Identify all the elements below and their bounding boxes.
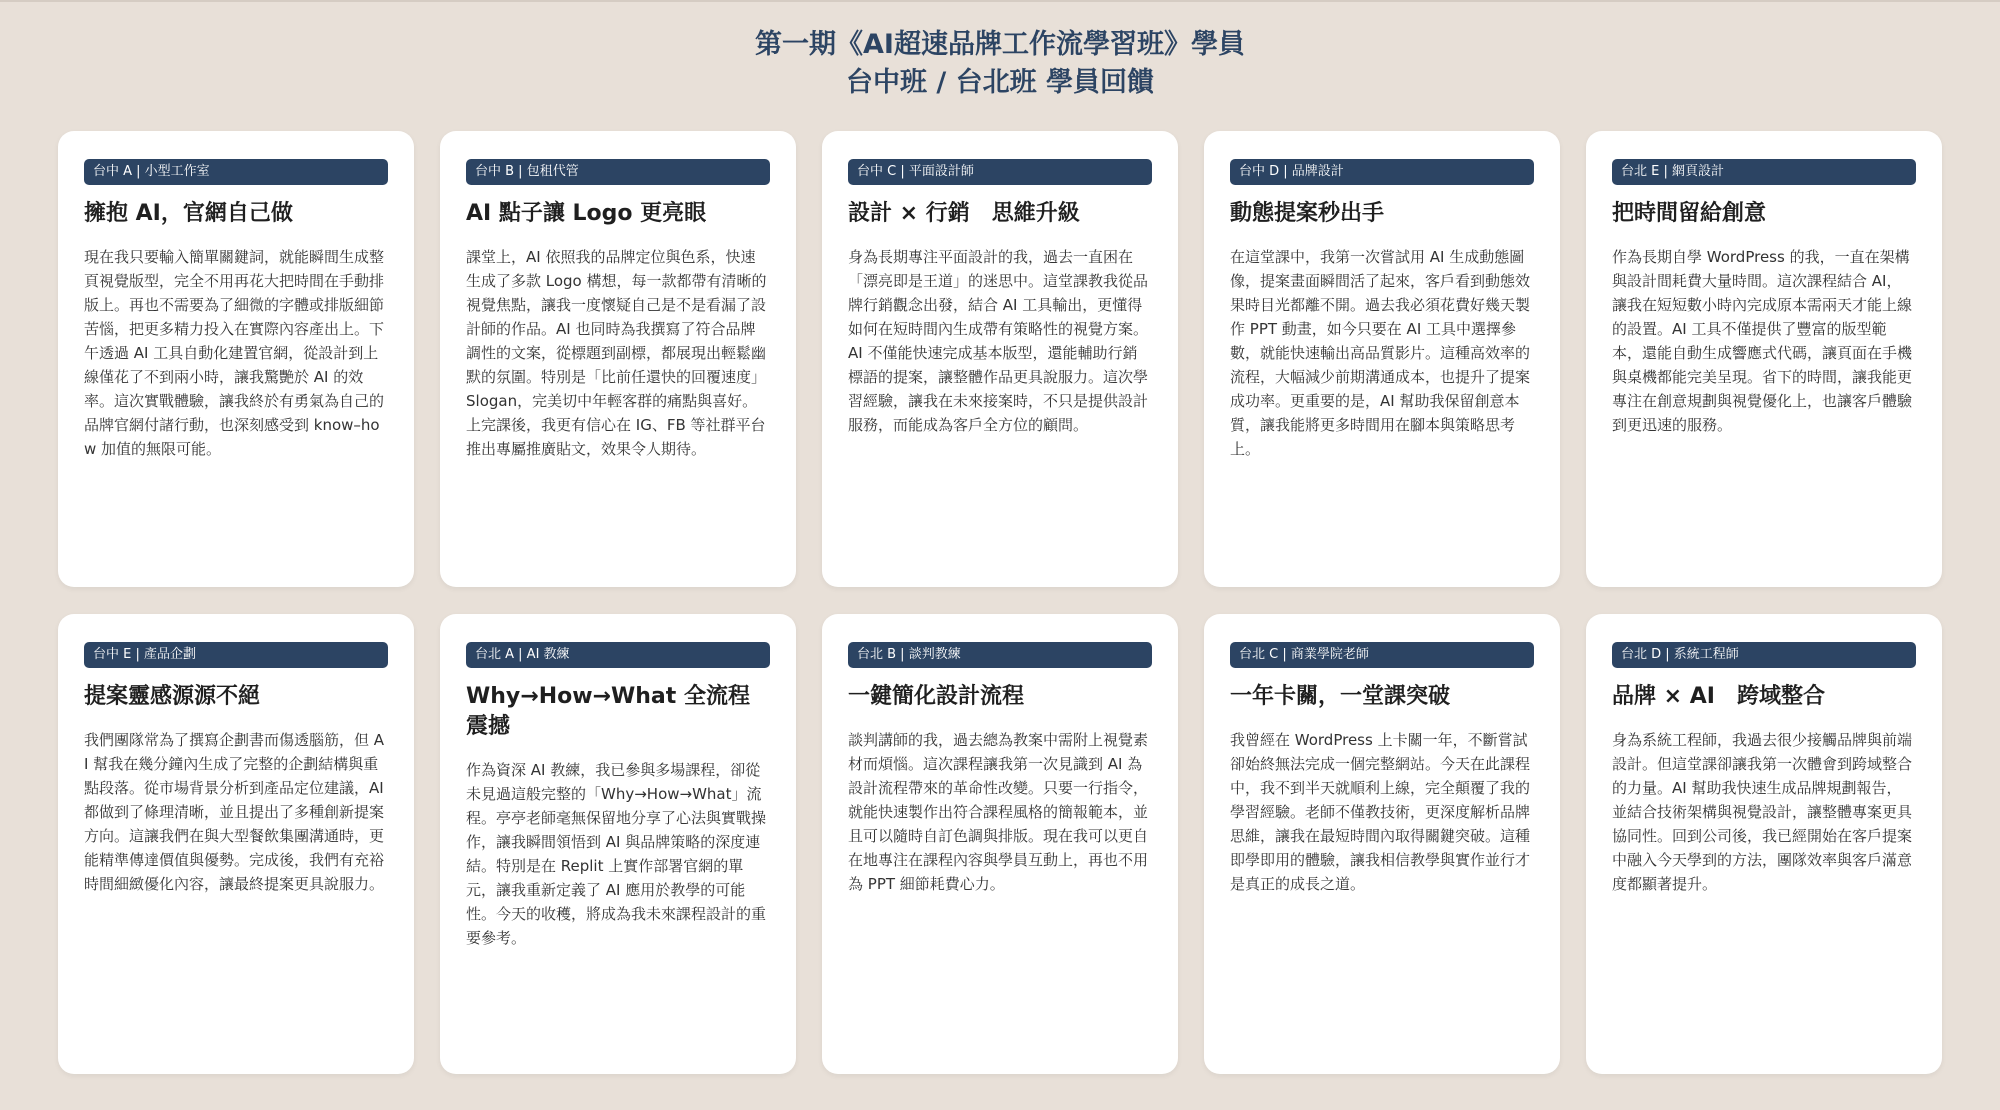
testimonial-card (822, 131, 1178, 587)
testimonial-grid (58, 131, 1944, 1074)
testimonial-card (440, 614, 796, 1074)
student-badge: 台北 A | AI 教練 (466, 642, 770, 668)
card-title: 設計 × 行銷 思維升級 (848, 201, 1080, 226)
card-title: 把時間留給創意 (1612, 201, 1767, 226)
card-title: 一年卡關，一堂課突破 (1230, 684, 1451, 709)
student-badge: 台北 D | 系統工程師 (1612, 642, 1916, 668)
card-body: 談判講師的我，過去總為教案中需附上視覺素材而煩惱。這次課程讓我第一次見識到 AI 為設計流程帶來的革命性改變。只要一行指令，就能快速製作出符合課程風格的簡報範本，並且可以隨時自訂色調與排版。現在我可以更自在地專注在課程內容與學員互動上，再也不用為 PPT 細節耗費心力。 (848, 731, 1149, 893)
testimonial-card (822, 614, 1178, 1074)
card-body: 作為長期自學 WordPress 的我，一直在架構與設計間耗費大量時間。這次課程結合 AI，讓我在短短數小時內完成原本需兩天才能上線的設置。AI 工具不僅提供了豐富的版型範本，還能自動生成響應式代碼，讓頁面在手機與桌機都能完美呈現。省下的時間，讓我能更專注在創意規劃與視覺優化上，也讓客戶體驗到更迅速的服務。 (1612, 248, 1913, 434)
card-title: 品牌 × AI 跨域整合 (1612, 684, 1825, 709)
card-body: 在這堂課中，我第一次嘗試用 AI 生成動態圖像，提案畫面瞬間活了起來，客戶看到動態效果時目光都離不開。過去我必須花費好幾天製作 PPT 動畫，如今只要在 AI 工具中選擇參數，就能快速輸出高品質影片。這種高效率的流程，大幅減少前期溝通成本，也提升了提案成功率。更重要的是，AI 幫助我保留創意本質，讓我能將更多時間用在腳本與策略思考上。 (1230, 248, 1531, 458)
testimonial-card (440, 131, 796, 587)
page-title: 第一期《AI超速品牌工作流學習班》學員 (755, 29, 1245, 60)
card-title: 提案靈感源源不絕 (84, 684, 261, 709)
card-body: 作為資深 AI 教練，我已參與多場課程，卻從未見過這般完整的「Why→How→What」流程。亭亭老師毫無保留地分享了心法與實戰操作，讓我瞬間領悟到 AI 與品牌策略的深度連結。特別是在 Replit 上實作部署官網的單元，讓我重新定義了 AI 應用於教學的可能性。今天的收穫，將成為我未來課程設計的重要參考。 (466, 761, 767, 947)
card-title: 一鍵簡化設計流程 (848, 684, 1025, 709)
card-title: Why→How→What 全流程震撼 (466, 684, 750, 739)
card-body: 我們團隊常為了撰寫企劃書而傷透腦筋，但 AI 幫我在幾分鐘內生成了完整的企劃結構與重點段落。從市場背景分析到產品定位建議，AI 都做到了條理清晰，並且提出了多種創新提案方向。這讓我們在與大型餐飲集團溝通時，更能精準傳達價值與優勢。完成後，我們有充裕時間細緻優化內容，讓最終提案更具說服力。 (84, 731, 385, 893)
card-body: 現在我只要輸入簡單關鍵詞，就能瞬間生成整頁視覺版型，完全不用再花大把時間在手動排版上。再也不需要為了細微的字體或排版細節苦惱，把更多精力投入在實際內容產出上。下午透過 AI 工具自動化建置官網，從設計到上線僅花了不到兩小時，讓我驚艷於 AI 的效率。這次實戰體驗，讓我終於有勇氣為自己的品牌官網付諸行動，也深刻感受到 know–how 加值的無限可能。 (84, 248, 385, 458)
testimonial-card (1586, 131, 1942, 587)
card-body: 身為長期專注平面設計的我，過去一直困在「漂亮即是王道」的迷思中。這堂課教我從品牌行銷觀念出發，結合 AI 工具輸出，更懂得如何在短時間內生成帶有策略性的視覺方案。AI 不僅能快速完成基本版型，還能輔助行銷標語的提案，讓整體作品更具說服力。這次學習經驗，讓我在未來接案時，不只是提供設計服務，而能成為客戶全方位的顧問。 (848, 248, 1149, 434)
page-subtitle: 台中班 / 台北班 學員回饋 (845, 67, 1155, 98)
testimonial-card (58, 131, 414, 587)
card-title: 動態提案秒出手 (1230, 201, 1385, 226)
page-header (0, 26, 2000, 102)
testimonial-card (1204, 131, 1560, 587)
student-badge: 台北 B | 談判教練 (848, 642, 1152, 668)
student-badge: 台北 C | 商業學院老師 (1230, 642, 1534, 668)
student-badge: 台中 C | 平面設計師 (848, 159, 1152, 185)
card-title: 擁抱 AI，官網自己做 (84, 201, 293, 226)
student-badge: 台北 E | 網頁設計 (1612, 159, 1916, 185)
card-body: 課堂上，AI 依照我的品牌定位與色系，快速生成了多款 Logo 構想，每一款都帶有清晰的視覺焦點，讓我一度懷疑自己是不是看漏了設計師的作品。AI 也同時為我撰寫了符合品牌調性的文案，從標題到副標，都展現出輕鬆幽默的氛圍。特別是「比前任還快的回覆速度」Slogan，完美切中年輕客群的痛點與喜好。上完課後，我更有信心在 IG、FB 等社群平台推出專屬推廣貼文，效果令人期待。 (466, 248, 767, 458)
student-badge: 台中 A | 小型工作室 (84, 159, 388, 185)
testimonial-card (1586, 614, 1942, 1074)
card-body: 我曾經在 WordPress 上卡關一年，不斷嘗試卻始終無法完成一個完整網站。今天在此課程中，我不到半天就順利上線，完全顛覆了我的學習經驗。老師不僅教技術，更深度解析品牌思維，讓我在最短時間內取得關鍵突破。這種即學即用的體驗，讓我相信教學與實作並行才是真正的成長之道。 (1230, 731, 1531, 893)
card-body: 身為系統工程師，我過去很少接觸品牌與前端設計。但這堂課卻讓我第一次體會到跨域整合的力量。AI 幫助我快速生成品牌規劃報告，並結合技術架構與視覺設計，讓整體專案更具協同性。回到公司後，我已經開始在客戶提案中融入今天學到的方法，團隊效率與客戶滿意度都顯著提升。 (1612, 731, 1913, 893)
card-title: AI 點子讓 Logo 更亮眼 (466, 201, 707, 226)
student-badge: 台中 B | 包租代管 (466, 159, 770, 185)
student-badge: 台中 D | 品牌設計 (1230, 159, 1534, 185)
student-badge: 台中 E | 產品企劃 (84, 642, 388, 668)
top-divider (0, 0, 2000, 2)
testimonial-card (58, 614, 414, 1074)
testimonial-card (1204, 614, 1560, 1074)
